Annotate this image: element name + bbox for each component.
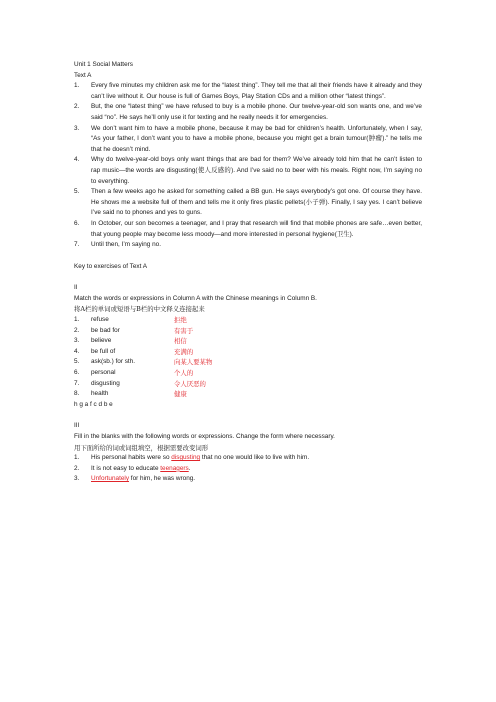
paragraph: 4. Why do twelve-year-old boys only want things that are bad for them? We’ve already told him that he can’t listen to rap music—the words are disgusting(使人反感的). And I’ve said no to beer with his meals. Right now, I’m saying no to everything. (74, 156, 422, 185)
unit-title: Unit 1 Social Matters (74, 61, 133, 68)
text-a-heading: Text A (74, 71, 92, 79)
section-ii-instruction: Match the words or expressions in Column A with the Chinese meanings in Column B. (74, 294, 317, 302)
section-ii-numeral: II (74, 284, 78, 292)
section-iii-instruction-zh: 用下面所给的词或词组填空，根据需要改变词形 (74, 443, 209, 452)
list-item: 6. personal 个人的 (74, 369, 194, 378)
section-iii-numeral: III (74, 422, 80, 430)
list-item: 2. be bad for 有害于 (74, 326, 194, 335)
text-a-paragraphs (74, 81, 422, 251)
answer-text: teenagers (160, 464, 189, 472)
section-iii-instruction: Fill in the blanks with the following words or expressions. Change the form where necessary. (74, 433, 335, 440)
section-ii-instruction-zh: 将A栏的单词或短语与B栏的中文释义连接起来 (74, 305, 205, 314)
fill-blank-list (74, 453, 422, 485)
paragraph: 7. Until then, I’m saying no. (74, 241, 161, 249)
list-item: 2. It is not easy to educate teenagers. (74, 464, 191, 472)
list-item: 1. refuse 拒绝 (74, 316, 187, 325)
list-item: 3. believe 相信 (74, 337, 187, 346)
list-item: 4. be full of 充满的 (74, 347, 194, 356)
paragraph: 1. Every five minutes my children ask me for the “latest thing”. They tell me that all their friends have it already and they can’t live without it. Our house is full of Games Boys, Play Station CDs and a million other “latest things”. (74, 82, 422, 100)
paragraph: 6. In October, our son becomes a teenager, and I pray that research will find that mobile phones are safe…even better, that young people may become less moody—and more interested in personal hygiene(卫生). (74, 219, 422, 238)
key-heading: Key to exercises of Text A (74, 262, 148, 270)
list-item: 1. His personal habits were so disgusting that no one would like to live with him. (74, 454, 310, 462)
paragraph: 2. But, the one “latest thing” we have refused to buy is a mobile phone. Our twelve-year-old son wants one, and we’ve said “no”. He says he’ll only use it for texting and he really needs it for emergencies. (74, 103, 422, 121)
answer-text: disgusting (171, 454, 201, 462)
list-item: 5. ask(sb.) for sth. 向某人要某物 (74, 358, 213, 367)
list-item: 8. health 健康 (74, 390, 187, 399)
paragraph: 5. Then a few weeks ago he asked for something called a BB gun. He says everybody’s got one. Of course they have. He shows me a website full of them and tells me it only fires plastic pellets(小子弹). Finally, I say yes. I can’t believe I’ve said no to phones and yes to guns. (74, 188, 422, 217)
matching-answer: h g a f c d b e (74, 400, 113, 408)
paragraph: 3. We don’t want him to have a mobile phone, because it may be bad for children’s health. Unfortunately, when I say, “As your father, I don’t want you to have a mobile phone, because you might get a brain tumour(肿瘤).” he tells me that he doesn’t mind. (74, 124, 422, 153)
list-item: 7. disgusting 令人厌恶的 (74, 379, 206, 388)
matching-list (74, 315, 422, 400)
answer-text: Unfortunately (91, 475, 130, 483)
list-item: 3. Unfortunately for him, he was wrong. (74, 475, 196, 483)
